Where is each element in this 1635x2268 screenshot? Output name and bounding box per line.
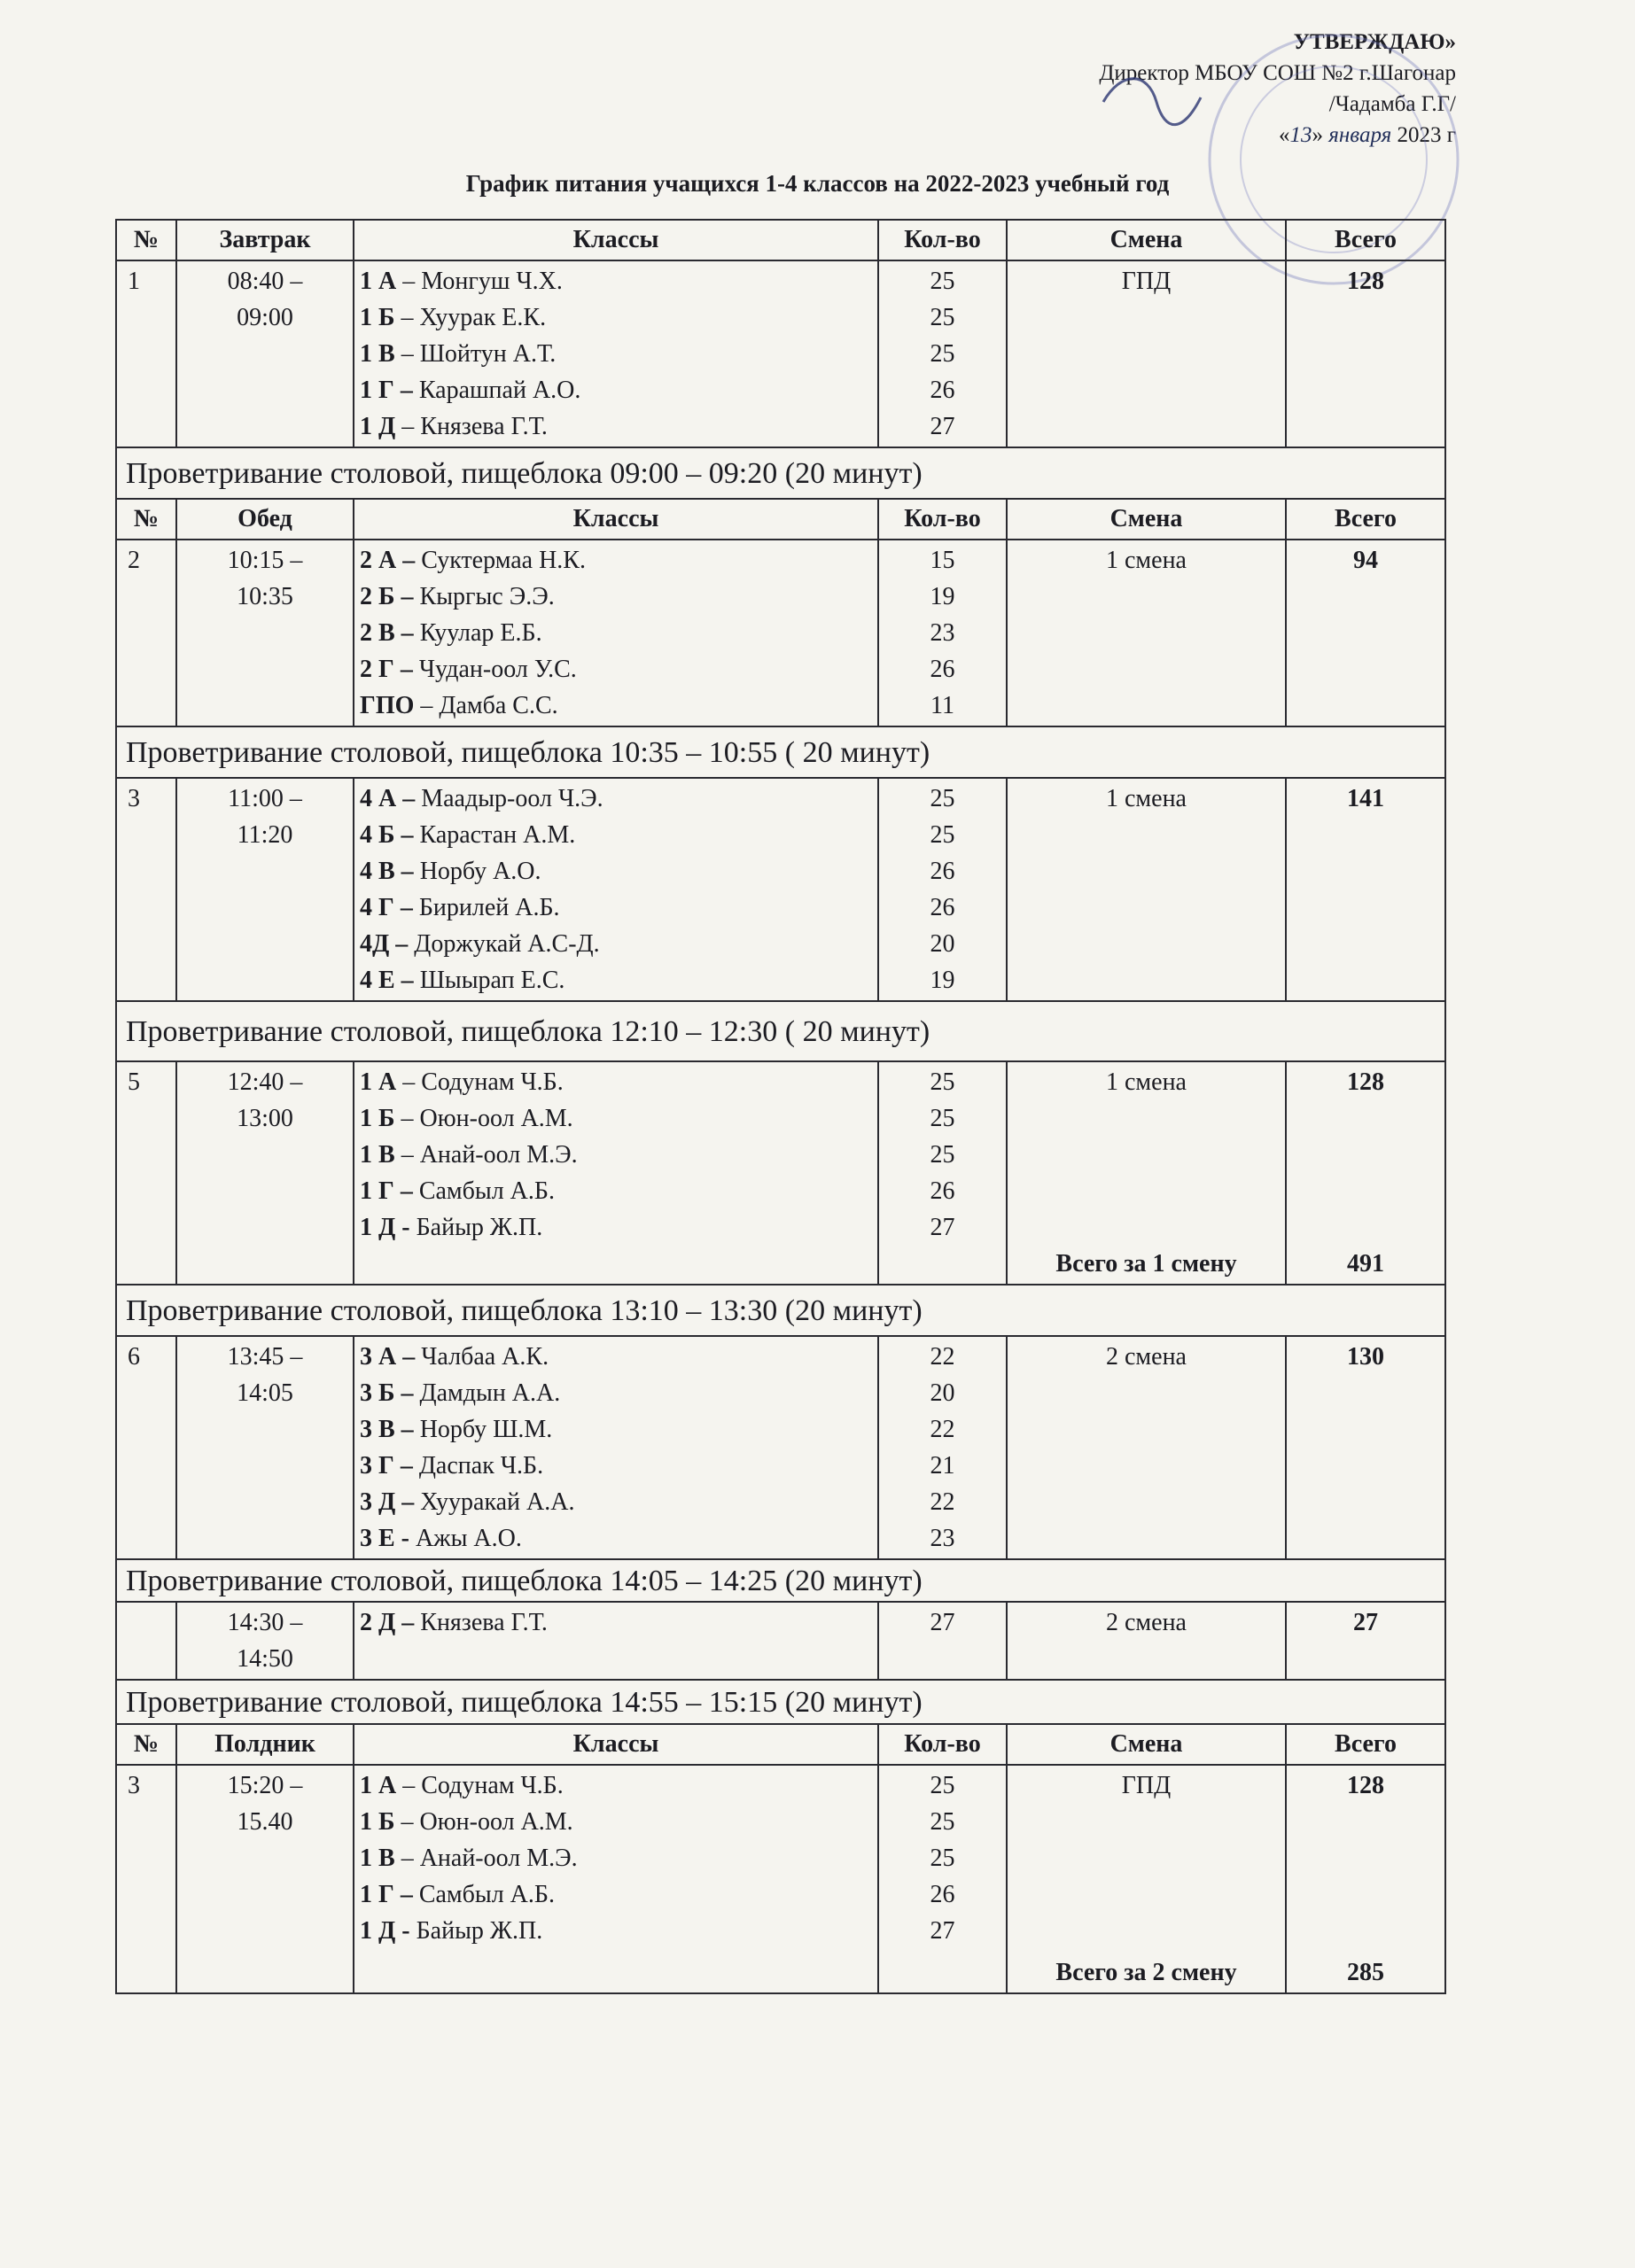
table-row <box>116 1765 1445 1993</box>
meal-time <box>176 540 354 726</box>
class-name: 4 Г – <box>360 894 413 921</box>
class-name: 2 А – <box>360 547 416 574</box>
class-name: 3 Б – <box>360 1379 414 1407</box>
class-name: 3 В – <box>360 1416 414 1443</box>
count-value: 27 <box>930 413 955 440</box>
list-item <box>360 1804 872 1840</box>
row-number: 3 <box>116 778 176 1001</box>
header-row-breakfast <box>116 220 1445 260</box>
approval-line-3: /Чадамба Г.Г/ <box>1328 92 1456 116</box>
shift-cell: 1 смена <box>1007 778 1286 1001</box>
table-row <box>116 260 1445 447</box>
teacher-name: Чалбаа А.К. <box>415 1343 549 1371</box>
header-meal: Завтрак <box>176 220 354 260</box>
teacher-name: – Хуурак Е.К. <box>394 304 547 331</box>
class-name: 1 Д - <box>360 1917 410 1945</box>
class-name: 1 В <box>360 340 395 368</box>
list-item <box>360 299 872 336</box>
header-num: № <box>116 220 176 260</box>
teacher-name: Бирилей А.Б. <box>412 894 560 921</box>
ventilation-row <box>116 726 1445 778</box>
ventilation-row <box>116 447 1445 499</box>
class-name: 1 Г – <box>360 1881 413 1908</box>
class-name: 1 Б <box>360 1105 395 1132</box>
list-item <box>360 579 872 615</box>
header-count: Кол-во <box>878 220 1007 260</box>
list-item <box>360 1137 872 1173</box>
total-cell: 27 <box>1286 1602 1445 1680</box>
meal-time <box>176 1061 354 1285</box>
list-item <box>360 263 872 299</box>
teacher-name: – Князева Г.Т. <box>395 413 548 440</box>
count-list <box>878 540 1007 726</box>
teacher-name: – Содунам Ч.Б. <box>396 1772 564 1799</box>
approval-quote-close: » <box>1312 123 1329 147</box>
class-name: 1 А <box>360 268 397 295</box>
count-value: 23 <box>930 1525 955 1552</box>
count-list <box>878 1765 1007 1993</box>
row-number <box>116 1602 176 1680</box>
time-start: 15:20 – <box>227 1772 303 1799</box>
count-value: 27 <box>930 1214 955 1241</box>
table-row <box>116 540 1445 726</box>
shift-summary-label: Всего за 2 смену <box>1055 1959 1237 1986</box>
list-item <box>360 926 872 962</box>
header-classes: Классы <box>354 499 878 540</box>
list-item <box>360 1100 872 1137</box>
count-value: 25 <box>930 1845 955 1872</box>
table-row <box>116 1061 1445 1285</box>
list-item <box>360 1876 872 1913</box>
count-value: 20 <box>930 930 955 958</box>
teacher-name: Самбыл А.Б. <box>412 1881 555 1908</box>
header-classes: Классы <box>354 220 878 260</box>
time-end: 11:20 <box>237 821 293 849</box>
class-name: 1 Д - <box>360 1214 410 1241</box>
teacher-name: – Шойтун А.Т. <box>394 340 557 368</box>
time-start: 08:40 – <box>227 268 303 295</box>
count-value: 22 <box>930 1488 955 1516</box>
class-list <box>354 1336 878 1559</box>
class-list <box>354 540 878 726</box>
total-cell <box>1286 1061 1445 1285</box>
ventilation-text: Проветривание столовой, пищеблока 14:55 – 15:15 (20 минут) <box>116 1680 1445 1724</box>
time-end: 14:50 <box>237 1645 293 1673</box>
teacher-name: – Анай-оол М.Э. <box>394 1845 578 1872</box>
count-value: 21 <box>930 1452 955 1480</box>
count-value: 25 <box>930 340 955 368</box>
total-cell: 128 <box>1286 260 1445 447</box>
ventilation-text: Проветривание столовой, пищеблока 13:10 – 13:30 (20 минут) <box>116 1285 1445 1336</box>
teacher-name: – Анай-оол М.Э. <box>394 1141 578 1169</box>
class-name: 3 Г – <box>360 1452 413 1480</box>
teacher-name: Шыырап Е.С. <box>413 967 565 994</box>
meal-time <box>176 1602 354 1680</box>
list-item <box>360 1604 872 1641</box>
class-name: 1 Б <box>360 304 395 331</box>
time-start: 14:30 – <box>227 1609 303 1636</box>
list-item <box>360 651 872 687</box>
row-number: 1 <box>116 260 176 447</box>
list-item <box>360 853 872 889</box>
class-name: 1 Г – <box>360 377 413 404</box>
total-cell: 141 <box>1286 778 1445 1001</box>
count-value: 22 <box>930 1343 955 1371</box>
list-item <box>360 1375 872 1411</box>
count-value: 26 <box>930 1881 955 1908</box>
ventilation-row <box>116 1559 1445 1602</box>
list-item <box>360 1173 872 1209</box>
header-total: Всего <box>1286 1724 1445 1765</box>
count-value: 19 <box>930 967 955 994</box>
shift-summary-total: 491 <box>1347 1250 1384 1278</box>
count-value: 11 <box>930 692 954 719</box>
class-name: 4 Е – <box>360 967 414 994</box>
table-row <box>116 778 1445 1001</box>
teacher-name: Чудан-оол У.С. <box>412 656 577 683</box>
class-name: ГПО <box>360 692 415 719</box>
meal-time <box>176 260 354 447</box>
teacher-name: Дамдын А.А. <box>413 1379 561 1407</box>
class-name: 4 А – <box>360 785 416 812</box>
list-item <box>360 817 872 853</box>
header-row-snack <box>116 1724 1445 1765</box>
time-start: 13:45 – <box>227 1343 303 1371</box>
list-item <box>360 1411 872 1448</box>
ventilation-text: Проветривание столовой, пищеблока 12:10 – 12:30 ( 20 минут) <box>116 1001 1445 1061</box>
header-shift: Смена <box>1007 1724 1286 1765</box>
header-meal: Полдник <box>176 1724 354 1765</box>
meal-schedule-table <box>115 219 1446 1994</box>
teacher-name: Байыр Ж.П. <box>409 1917 543 1945</box>
class-name: 1 А <box>360 1068 397 1096</box>
approval-block <box>1099 27 1456 151</box>
approval-month: января <box>1328 123 1392 147</box>
count-value: 22 <box>930 1416 955 1443</box>
approval-line-4 <box>1099 120 1456 151</box>
teacher-name: Князева Г.Т. <box>414 1609 548 1636</box>
time-end: 14:05 <box>237 1379 293 1407</box>
time-end: 13:00 <box>237 1105 293 1132</box>
class-name: 1 В <box>360 1141 395 1169</box>
teacher-name: Байыр Ж.П. <box>409 1214 543 1241</box>
class-list <box>354 1602 878 1680</box>
class-list <box>354 1061 878 1285</box>
teacher-name: Норбу Ш.М. <box>413 1416 553 1443</box>
shift-value: 1 смена <box>1106 1068 1187 1096</box>
teacher-name: Доржукай А.С-Д. <box>408 930 600 958</box>
shift-cell: 1 смена <box>1007 540 1286 726</box>
shift-value: ГПД <box>1121 1772 1172 1799</box>
list-item <box>360 781 872 817</box>
shift-cell <box>1007 1061 1286 1285</box>
teacher-name: – Содунам Ч.Б. <box>396 1068 564 1096</box>
count-value: 26 <box>930 894 955 921</box>
class-list <box>354 778 878 1001</box>
teacher-name: Суктермаа Н.К. <box>415 547 586 574</box>
approval-quote-open: « <box>1278 123 1290 147</box>
count-value: 26 <box>930 377 955 404</box>
header-num: № <box>116 499 176 540</box>
count-value: 26 <box>930 1177 955 1205</box>
list-item <box>360 372 872 408</box>
row-number: 6 <box>116 1336 176 1559</box>
list-item <box>360 1448 872 1484</box>
class-name: 2 Г – <box>360 656 413 683</box>
count-list <box>878 778 1007 1001</box>
header-shift: Смена <box>1007 220 1286 260</box>
teacher-name: Хууракай А.А. <box>414 1488 575 1516</box>
list-item <box>360 1484 872 1520</box>
teacher-name: Даспак Ч.Б. <box>412 1452 544 1480</box>
ventilation-text: Проветривание столовой, пищеблока 14:05 – 14:25 (20 минут) <box>116 1559 1445 1602</box>
count-value: 25 <box>930 1068 955 1096</box>
total-value: 128 <box>1347 1772 1384 1799</box>
list-item <box>360 542 872 579</box>
teacher-name: Маадыр-оол Ч.Э. <box>415 785 603 812</box>
count-value: 15 <box>930 547 955 574</box>
meal-time <box>176 778 354 1001</box>
document-title: График питания учащихся 1-4 классов на 2022-2023 учебный год <box>465 170 1170 197</box>
time-end: 10:35 <box>237 583 293 610</box>
header-row-lunch <box>116 499 1445 540</box>
count-value: 26 <box>930 656 955 683</box>
row-number: 5 <box>116 1061 176 1285</box>
count-list <box>878 1602 1007 1680</box>
list-item <box>360 962 872 998</box>
count-value: 27 <box>930 1917 955 1945</box>
class-name: 1 Б <box>360 1808 395 1836</box>
row-number: 2 <box>116 540 176 726</box>
header-num: № <box>116 1724 176 1765</box>
teacher-name: Норбу А.О. <box>413 858 541 885</box>
list-item <box>360 687 872 724</box>
list-item <box>360 1520 872 1557</box>
class-name: 1 Г – <box>360 1177 413 1205</box>
class-name: 1 А <box>360 1772 397 1799</box>
total-value: 128 <box>1347 1068 1384 1096</box>
count-list <box>878 1336 1007 1559</box>
shift-cell: 2 смена <box>1007 1336 1286 1559</box>
total-cell <box>1286 1765 1445 1993</box>
count-value: 27 <box>930 1609 955 1636</box>
count-value: 25 <box>930 304 955 331</box>
class-name: 1 В <box>360 1845 395 1872</box>
class-name: 4 В – <box>360 858 414 885</box>
class-name: 2 Б – <box>360 583 414 610</box>
total-cell: 94 <box>1286 540 1445 726</box>
time-start: 12:40 – <box>227 1068 303 1096</box>
list-item <box>360 408 872 445</box>
shift-summary-label: Всего за 1 смену <box>1055 1250 1237 1278</box>
approval-year: 2023 г <box>1391 123 1456 147</box>
count-value: 25 <box>930 821 955 849</box>
table-row <box>116 1336 1445 1559</box>
ventilation-text: Проветривание столовой, пищеблока 09:00 – 09:20 (20 минут) <box>116 447 1445 499</box>
count-value: 20 <box>930 1379 955 1407</box>
count-value: 26 <box>930 858 955 885</box>
list-item <box>360 615 872 651</box>
class-name: 1 Д <box>360 413 396 440</box>
list-item <box>360 1840 872 1876</box>
ventilation-text: Проветривание столовой, пищеблока 10:35 – 10:55 ( 20 минут) <box>116 726 1445 778</box>
header-shift: Смена <box>1007 499 1286 540</box>
time-end: 15.40 <box>237 1808 293 1836</box>
header-meal: Обед <box>176 499 354 540</box>
teacher-name: Ажы А.О. <box>409 1525 522 1552</box>
list-item <box>360 336 872 372</box>
header-total: Всего <box>1286 499 1445 540</box>
teacher-name: Карашпай А.О. <box>412 377 581 404</box>
class-name: 3 Д – <box>360 1488 415 1516</box>
total-cell: 130 <box>1286 1336 1445 1559</box>
teacher-name: Самбыл А.Б. <box>412 1177 555 1205</box>
teacher-name: – Дамба С.С. <box>414 692 558 719</box>
teacher-name: Куулар Е.Б. <box>413 619 542 647</box>
row-number: 3 <box>116 1765 176 1993</box>
teacher-name: Кыргыс Э.Э. <box>413 583 555 610</box>
count-value: 23 <box>930 619 955 647</box>
count-value: 25 <box>930 785 955 812</box>
time-start: 11:00 – <box>228 785 302 812</box>
class-name: 4 Б – <box>360 821 414 849</box>
shift-cell: 2 смена <box>1007 1602 1286 1680</box>
shift-summary-total: 285 <box>1347 1959 1384 1986</box>
count-value: 25 <box>930 1772 955 1799</box>
class-name: 4Д – <box>360 930 409 958</box>
time-end: 09:00 <box>237 304 293 331</box>
header-count: Кол-во <box>878 499 1007 540</box>
class-name: 3 Е - <box>360 1525 409 1552</box>
class-list <box>354 1765 878 1993</box>
list-item <box>360 1339 872 1375</box>
class-list <box>354 260 878 447</box>
table-row <box>116 1602 1445 1680</box>
class-name: 2 В – <box>360 619 414 647</box>
teacher-name: – Оюн-оол А.М. <box>394 1105 573 1132</box>
meal-time <box>176 1336 354 1559</box>
header-count: Кол-во <box>878 1724 1007 1765</box>
approval-day: 13 <box>1289 123 1312 147</box>
count-value: 25 <box>930 1141 955 1169</box>
ventilation-row <box>116 1001 1445 1061</box>
class-name: 3 А – <box>360 1343 416 1371</box>
teacher-name: Карастан А.М. <box>413 821 576 849</box>
list-item <box>360 1913 872 1949</box>
time-start: 10:15 – <box>227 547 303 574</box>
count-value: 25 <box>930 1105 955 1132</box>
teacher-name: – Монгуш Ч.Х. <box>396 268 563 295</box>
count-value: 25 <box>930 1808 955 1836</box>
approval-line-2: Директор МБОУ СОШ №2 г.Шагонар <box>1099 61 1456 85</box>
class-name: 2 Д – <box>360 1609 415 1636</box>
header-total: Всего <box>1286 220 1445 260</box>
ventilation-row <box>116 1680 1445 1724</box>
list-item <box>360 1064 872 1100</box>
list-item <box>360 1209 872 1246</box>
count-list <box>878 260 1007 447</box>
list-item <box>360 1767 872 1804</box>
meal-time <box>176 1765 354 1993</box>
count-list <box>878 1061 1007 1285</box>
list-item <box>360 889 872 926</box>
count-value: 19 <box>930 583 955 610</box>
count-value: 25 <box>930 268 955 295</box>
teacher-name: – Оюн-оол А.М. <box>394 1808 573 1836</box>
header-classes: Классы <box>354 1724 878 1765</box>
shift-cell <box>1007 1765 1286 1993</box>
ventilation-row <box>116 1285 1445 1336</box>
approval-line-1: УТВЕРЖДАЮ» <box>1293 30 1456 54</box>
shift-cell: ГПД <box>1007 260 1286 447</box>
